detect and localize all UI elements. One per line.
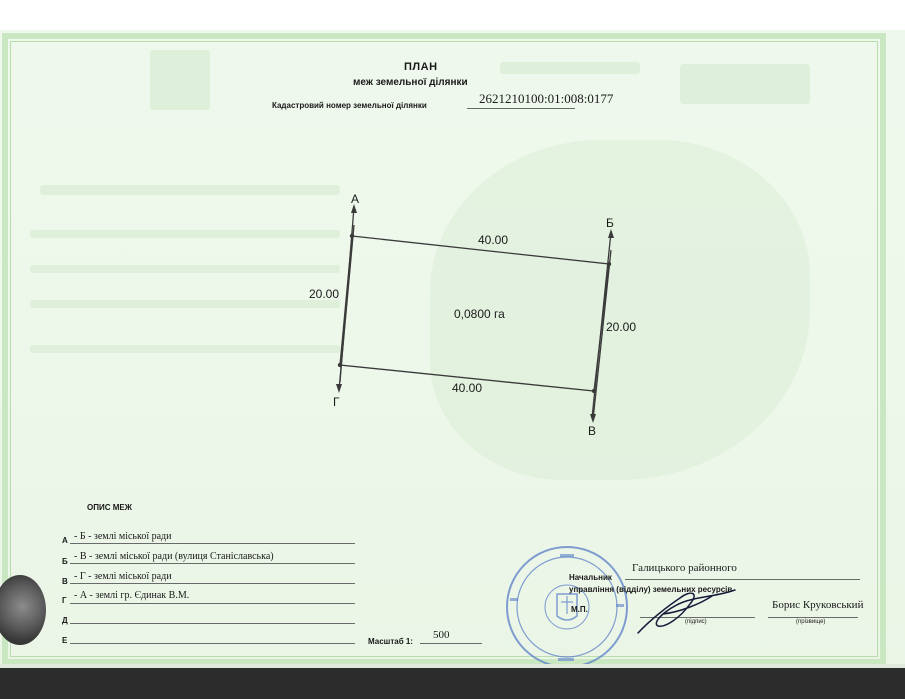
corner-label-b: Б bbox=[606, 216, 614, 230]
signature-caption: (підпис) bbox=[685, 619, 707, 625]
boundary-description: - Б - землі міської ради bbox=[74, 531, 172, 542]
scale-label: Масштаб 1: bbox=[368, 637, 413, 646]
boundary-description: - В - землі міської ради (вулиця Станіславська) bbox=[74, 551, 274, 562]
position-line2: управління (відділу) земельних ресурсів bbox=[569, 585, 733, 594]
boundary-letter: Б bbox=[62, 557, 68, 566]
side-right-length: 20.00 bbox=[606, 320, 637, 334]
page-subtitle: меж земельної ділянки bbox=[353, 77, 468, 88]
cadastral-number: 2621210100:01:008:0177 bbox=[479, 91, 614, 106]
side-top-length: 40.00 bbox=[478, 233, 509, 247]
name-caption: (прізвище) bbox=[796, 619, 826, 625]
boundary-description: - А - землі гр. Єдинак В.М. bbox=[74, 590, 190, 601]
cadastral-label: Кадастровий номер земельної ділянки bbox=[272, 101, 427, 110]
boundary-letter: В bbox=[62, 577, 68, 586]
side-left-length: 20.00 bbox=[309, 287, 340, 301]
stamp-place: М.П. bbox=[571, 605, 588, 614]
plot-area: 0,0800 га bbox=[454, 307, 505, 321]
boundary-description: - Г - землі міської ради bbox=[74, 571, 172, 582]
boundary-letter: Г bbox=[62, 596, 67, 605]
signatory-name: Борис Круковський bbox=[772, 599, 864, 611]
corner-label-v: В bbox=[588, 424, 597, 438]
district-name: Галицького районного bbox=[632, 562, 737, 574]
position-line1: Начальник bbox=[569, 573, 612, 582]
boundaries-title: ОПИС МЕЖ bbox=[87, 503, 132, 512]
boundary-letter: Д bbox=[62, 616, 68, 625]
scanner-background bbox=[0, 668, 905, 699]
scale-value: 500 bbox=[433, 629, 450, 641]
boundary-letter: Е bbox=[62, 636, 68, 645]
side-bottom-length: 40.00 bbox=[452, 381, 483, 395]
corner-label-g: Г bbox=[333, 395, 340, 409]
corner-label-a: А bbox=[351, 192, 360, 206]
page-title: ПЛАН bbox=[404, 61, 438, 73]
boundary-letter: А bbox=[62, 536, 68, 545]
